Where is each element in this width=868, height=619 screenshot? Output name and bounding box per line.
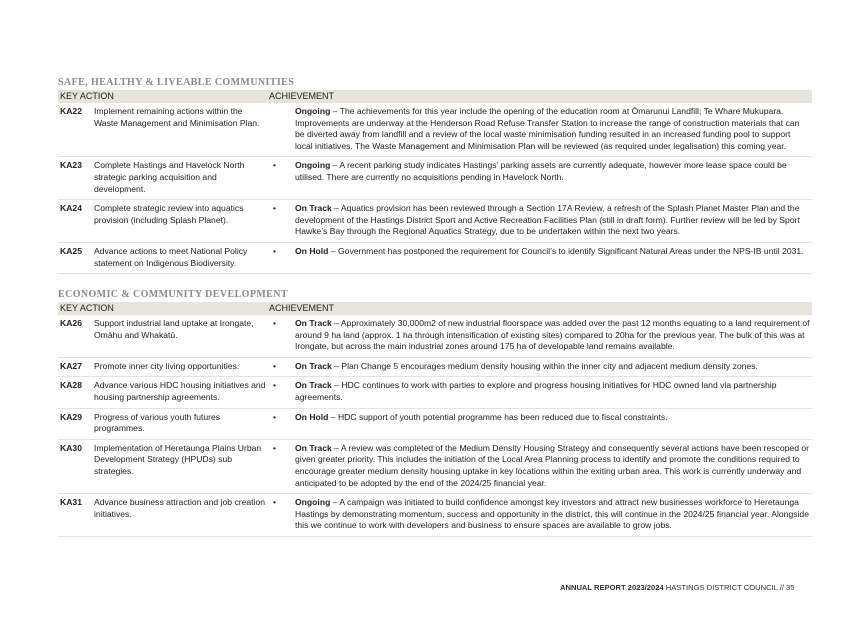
- footer-council-page: HASTINGS DISTRICT COUNCIL // 35: [663, 583, 795, 592]
- achievement-text: – A recent parking study indicates Hastings’ parking assets are currently adequate, however more lease space could be utilised. There are currently no acquisitions pending in Havelock North.: [295, 160, 787, 182]
- table-header: [58, 90, 812, 103]
- achievement-text: – A campaign was initiated to build confidence amongst key investors and attract new businesses workforce to Heretaunga Hastings by demonstrating momentum, success and opportunity in the district, this will continue in the 2024/25 financial year. Alongside this we continue to work with developers and business to ensure spaces are available to grow jobs.: [295, 497, 809, 531]
- status-label: On Hold: [295, 245, 329, 256]
- achievement-cell: [295, 246, 812, 269]
- header-key-action: KEY ACTION: [60, 91, 114, 101]
- action-code: KA26: [60, 318, 82, 328]
- key-action-text: Implement remaining actions within the Waste Management and Minimisation Plan.: [94, 106, 260, 128]
- achievement-cell: [295, 106, 812, 152]
- table-row: [58, 494, 812, 537]
- status-label: On Track: [295, 318, 332, 328]
- key-action-text: Progress of various youth futures programmes.: [94, 411, 221, 434]
- key-action-text: Implementation of Heretaunga Plains Urban Development Strategy (HPUDs) sub strategies.: [94, 442, 262, 476]
- bullet-icon: •: [273, 318, 277, 328]
- table-row: [58, 440, 812, 494]
- status-label: On Hold: [295, 411, 329, 422]
- achievement-text: – The achievements for this year include the opening of the education room at Ōmarunui Landfill; Te Whare Mukupara. Improvements are underway at the Henderson Road Refuse Transfer Station to increase the range of construction materials that can be diverted away from landfill and a review of the local waste minimisation funding resulted in an increased funding pool to support local initiatives. The Waste Management and Minimisation Plan will be reviewed (as required under legalisation) this coming year.: [295, 106, 800, 151]
- header-achievement: ACHIEVEMENT: [269, 303, 335, 313]
- bullet-icon: •: [273, 497, 277, 508]
- table-row: [58, 103, 812, 157]
- section-safe-healthy: [58, 76, 812, 274]
- section-title: SAFE, HEALTHY & LIVEABLE COMMUNITIES: [58, 77, 295, 88]
- achievement-text: – Aquatics provision has been reviewed through a Section 17A Review, a refresh of the Splash Planet Master Plan and the development of the Hastings District Sport and Active Recreation Facilities Plan (still in draft form). Further review will be led by Sport Hawke’s Bay through the Regional Aquatics Strategy, due to be undertaken within the next two years.: [295, 203, 800, 237]
- section-title: ECONOMIC & COMMUNITY DEVELOPMENT: [58, 289, 288, 300]
- table-row: [58, 200, 812, 243]
- action-code: KA23: [60, 160, 82, 171]
- section-economic-community: [58, 288, 812, 537]
- status-label: On Track: [295, 203, 332, 214]
- bullet-icon: •: [273, 411, 277, 422]
- bullet-icon: •: [273, 380, 277, 391]
- achievement-text: – HDC support of youth potential programme has been reduced due to fiscal constraints.: [328, 411, 668, 422]
- achievement-text: – HDC continues to work with parties to explore and progress housing initiatives for HDC owned land via partnership agreements.: [295, 380, 777, 402]
- achievement-text: – Plan Change 5 encourages medium density housing within the inner city and adjacent medium density zones.: [331, 360, 758, 371]
- action-code: KA25: [60, 245, 82, 256]
- status-label: On Track: [295, 360, 332, 371]
- table-body: [58, 315, 812, 537]
- table-row: [58, 315, 812, 358]
- action-code: KA31: [60, 497, 82, 508]
- key-action-text: Complete Hastings and Havelock North strategic parking acquisition and development.: [94, 160, 245, 194]
- status-label: Ongoing: [295, 497, 331, 508]
- bullet-icon: •: [273, 245, 277, 256]
- key-action-text: Advance various HDC housing initiatives and housing partnership agreements.: [94, 380, 266, 402]
- achievement-cell: [295, 318, 812, 353]
- key-action-text: Complete strategic review into aquatics provision (including Splash Planet).: [94, 203, 244, 225]
- status-label: On Track: [295, 380, 332, 391]
- table-row: [58, 358, 812, 378]
- table-row: [58, 157, 812, 200]
- achievement-cell: [295, 497, 812, 532]
- header-key-action: KEY ACTION: [60, 303, 114, 313]
- footer-report-title: ANNUAL REPORT 2023/2024: [560, 583, 664, 592]
- action-code: KA29: [60, 411, 82, 422]
- bullet-icon: [270, 106, 295, 152]
- achievement-cell: [295, 443, 812, 489]
- table-row: [58, 377, 812, 408]
- action-code: KA30: [60, 442, 82, 453]
- key-action-text: Advance actions to meet National Policy statement on Indigenous Biodiversity.: [94, 245, 248, 268]
- achievement-text: – A review was completed of the Medium Density Housing Strategy and consequently several actions have been rescoped or given greater priority. This includes the initiation of the Local Area Planning process to identify and promote the conditions required to encourage greater medium density housing uptake in key locations within the exiting urban area. This work is currently underway and anticipated to be adopted by the end of the 2024/25 financial year.: [295, 442, 810, 488]
- status-label: Ongoing: [295, 160, 331, 171]
- bullet-icon: •: [273, 360, 277, 371]
- action-code: KA24: [60, 203, 82, 214]
- bullet-icon: •: [273, 203, 277, 214]
- action-code: KA27: [60, 360, 82, 371]
- achievement-cell: [295, 160, 812, 195]
- table-header: [58, 302, 812, 315]
- achievement-cell: [295, 361, 812, 373]
- page-footer: [560, 583, 820, 592]
- bullet-icon: •: [273, 442, 277, 453]
- action-code: KA28: [60, 380, 82, 391]
- header-achievement: ACHIEVEMENT: [269, 91, 335, 101]
- achievement-cell: [295, 412, 812, 435]
- table-row: [58, 409, 812, 440]
- table-row: [58, 243, 812, 274]
- key-action-text: Promote inner city living opportunities.: [94, 360, 240, 371]
- status-label: Ongoing: [295, 106, 331, 116]
- status-label: On Track: [295, 442, 332, 453]
- achievement-cell: [295, 380, 812, 403]
- bullet-icon: •: [273, 160, 277, 171]
- key-action-text: Advance business attraction and job creation initiatives.: [94, 497, 266, 519]
- achievement-cell: [295, 203, 812, 238]
- achievement-text: – Approximately 30,000m2 of new industrial floorspace was added over the past 12 months equating to a land requirement of around 9 ha land (approx. 1 ha through intensification of existing sites) compared to 20ha for the previous year. The bulk of this was at Irongate, but across the main industrial zones around 175 ha of developable land remains available.: [295, 318, 810, 352]
- achievement-text: – Government has postponed the requirement for Council’s to identify Significant Natural Areas under the NPS-IB until 2031.: [328, 245, 804, 256]
- key-action-text: Support industrial land uptake at Irongate, Omāhu and Whakatū.: [94, 318, 254, 340]
- action-code: KA22: [60, 106, 82, 116]
- table-body: [58, 103, 812, 274]
